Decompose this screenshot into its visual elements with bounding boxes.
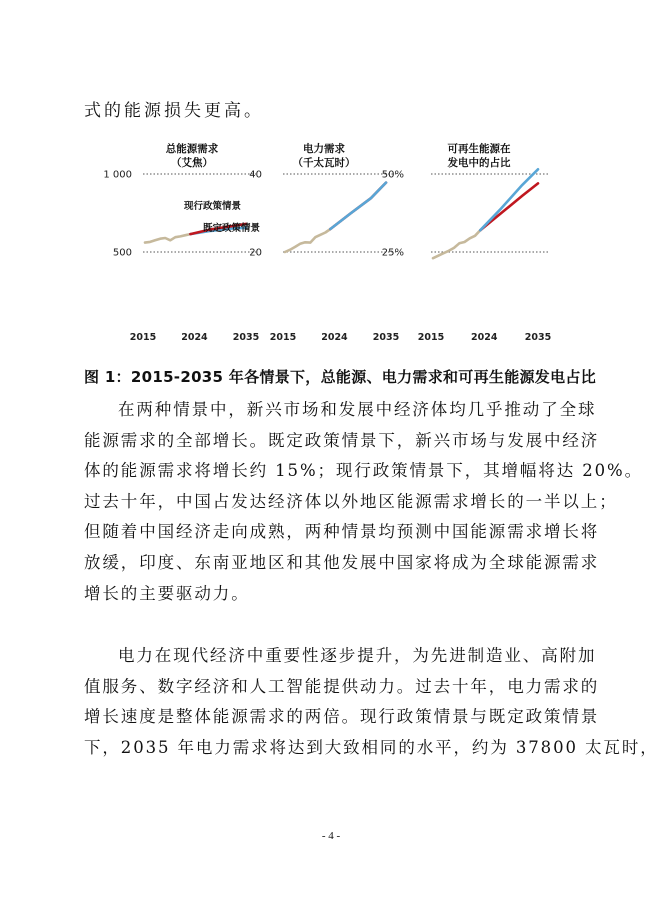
paragraph-1-line-3: 体的能源需求将增长约 15%；现行政策情景下，其增幅将达 20%。 <box>84 461 644 481</box>
chart-3-xtick-label: 2024 <box>471 332 498 343</box>
paragraph-2-line-3: 增长速度是整体能源需求的两倍。现行政策情景与既定政策情景 <box>84 707 600 727</box>
chart-2-xtick-label: 2015 <box>269 332 297 343</box>
chart-1-xtick-label: 2035 <box>232 332 260 343</box>
paragraph-2-line-1: 电力在现代经济中重要性逐步提升，为先进制造业、高附加 <box>118 646 597 665</box>
intro-line: 式的能源损失更高。 <box>84 101 264 121</box>
paragraph-2-line-2: 值服务、数字经济和人工智能提供动力。过去十年，电力需求的 <box>84 676 600 696</box>
chart-1-historical-line <box>145 234 190 243</box>
chart-3-ytick-label: 50% <box>381 169 404 181</box>
chart-3-xtick-label: 2015 <box>417 332 445 343</box>
chart-1-xtick-label: 2024 <box>181 332 208 343</box>
paragraph-1-line-4: 过去十年，中国占发达经济体以外地区能源需求增长的一半以上； <box>84 491 618 511</box>
paragraph-2-line-4: 下，2035 年电力需求将达到大致相同的水平，约为 37800 太瓦时， <box>84 737 659 757</box>
chart-2-xtick-label: 2035 <box>372 332 400 343</box>
chart-1-ytick-label: 1 000 <box>103 169 132 181</box>
chart-3-title: 可再生能源在 <box>447 143 511 155</box>
chart-3-current-policies-line <box>480 183 538 230</box>
chart-2-subtitle: （千太瓦时） <box>292 157 356 169</box>
chart-1-annotation: 既定政策情景 <box>203 223 261 234</box>
paragraph-2 <box>84 641 659 763</box>
charts-figure <box>0 0 662 360</box>
chart-1-title: 总能源需求 <box>165 143 219 155</box>
chart-3-ytick-label: 25% <box>381 247 404 259</box>
chart-1-subtitle: （艾焦） <box>171 157 213 169</box>
chart-2-title: 电力需求 <box>303 143 345 155</box>
paragraph-1-line-2: 能源需求的全部增长。既定政策情景下，新兴市场与发展中经济 <box>84 430 600 450</box>
chart-3-xtick-label: 2035 <box>524 332 552 343</box>
chart-2-ytick-label: 40 <box>249 169 262 181</box>
chart-1-xtick-label: 2015 <box>129 332 157 343</box>
chart-1-annotation: 现行政策情景 <box>184 201 242 212</box>
chart-3-stated-policies-line <box>480 169 538 230</box>
chart-2-historical-line <box>285 229 330 252</box>
chart-2-xtick-label: 2024 <box>321 332 348 343</box>
paragraph-1-line-7: 增长的主要驱动力。 <box>84 583 250 603</box>
chart-3-subtitle: 发电中的占比 <box>447 157 511 169</box>
chart-3-historical-line <box>433 230 480 258</box>
chart-1-ytick-label: 500 <box>112 247 132 259</box>
chart-2-stated-policies-line <box>330 183 386 229</box>
paragraph-1-line-1: 在两种情景中，新兴市场和发展中经济体均几乎推动了全球 <box>118 400 597 419</box>
paragraph-1 <box>84 395 644 609</box>
paragraph-1-line-6: 放缓，印度、东南亚地区和其他发展中国家将成为全球能源需求 <box>84 552 600 572</box>
paragraph-1-line-5: 但随着中国经济走向成熟，两种情景均预测中国能源需求增长将 <box>84 522 600 542</box>
chart-2-ytick-label: 20 <box>249 247 262 259</box>
page-number: - 4 - <box>321 830 341 842</box>
figure-caption: 图 1：2015-2035 年各情景下，总能源、电力需求和可再生能源发电占比 <box>84 368 597 386</box>
